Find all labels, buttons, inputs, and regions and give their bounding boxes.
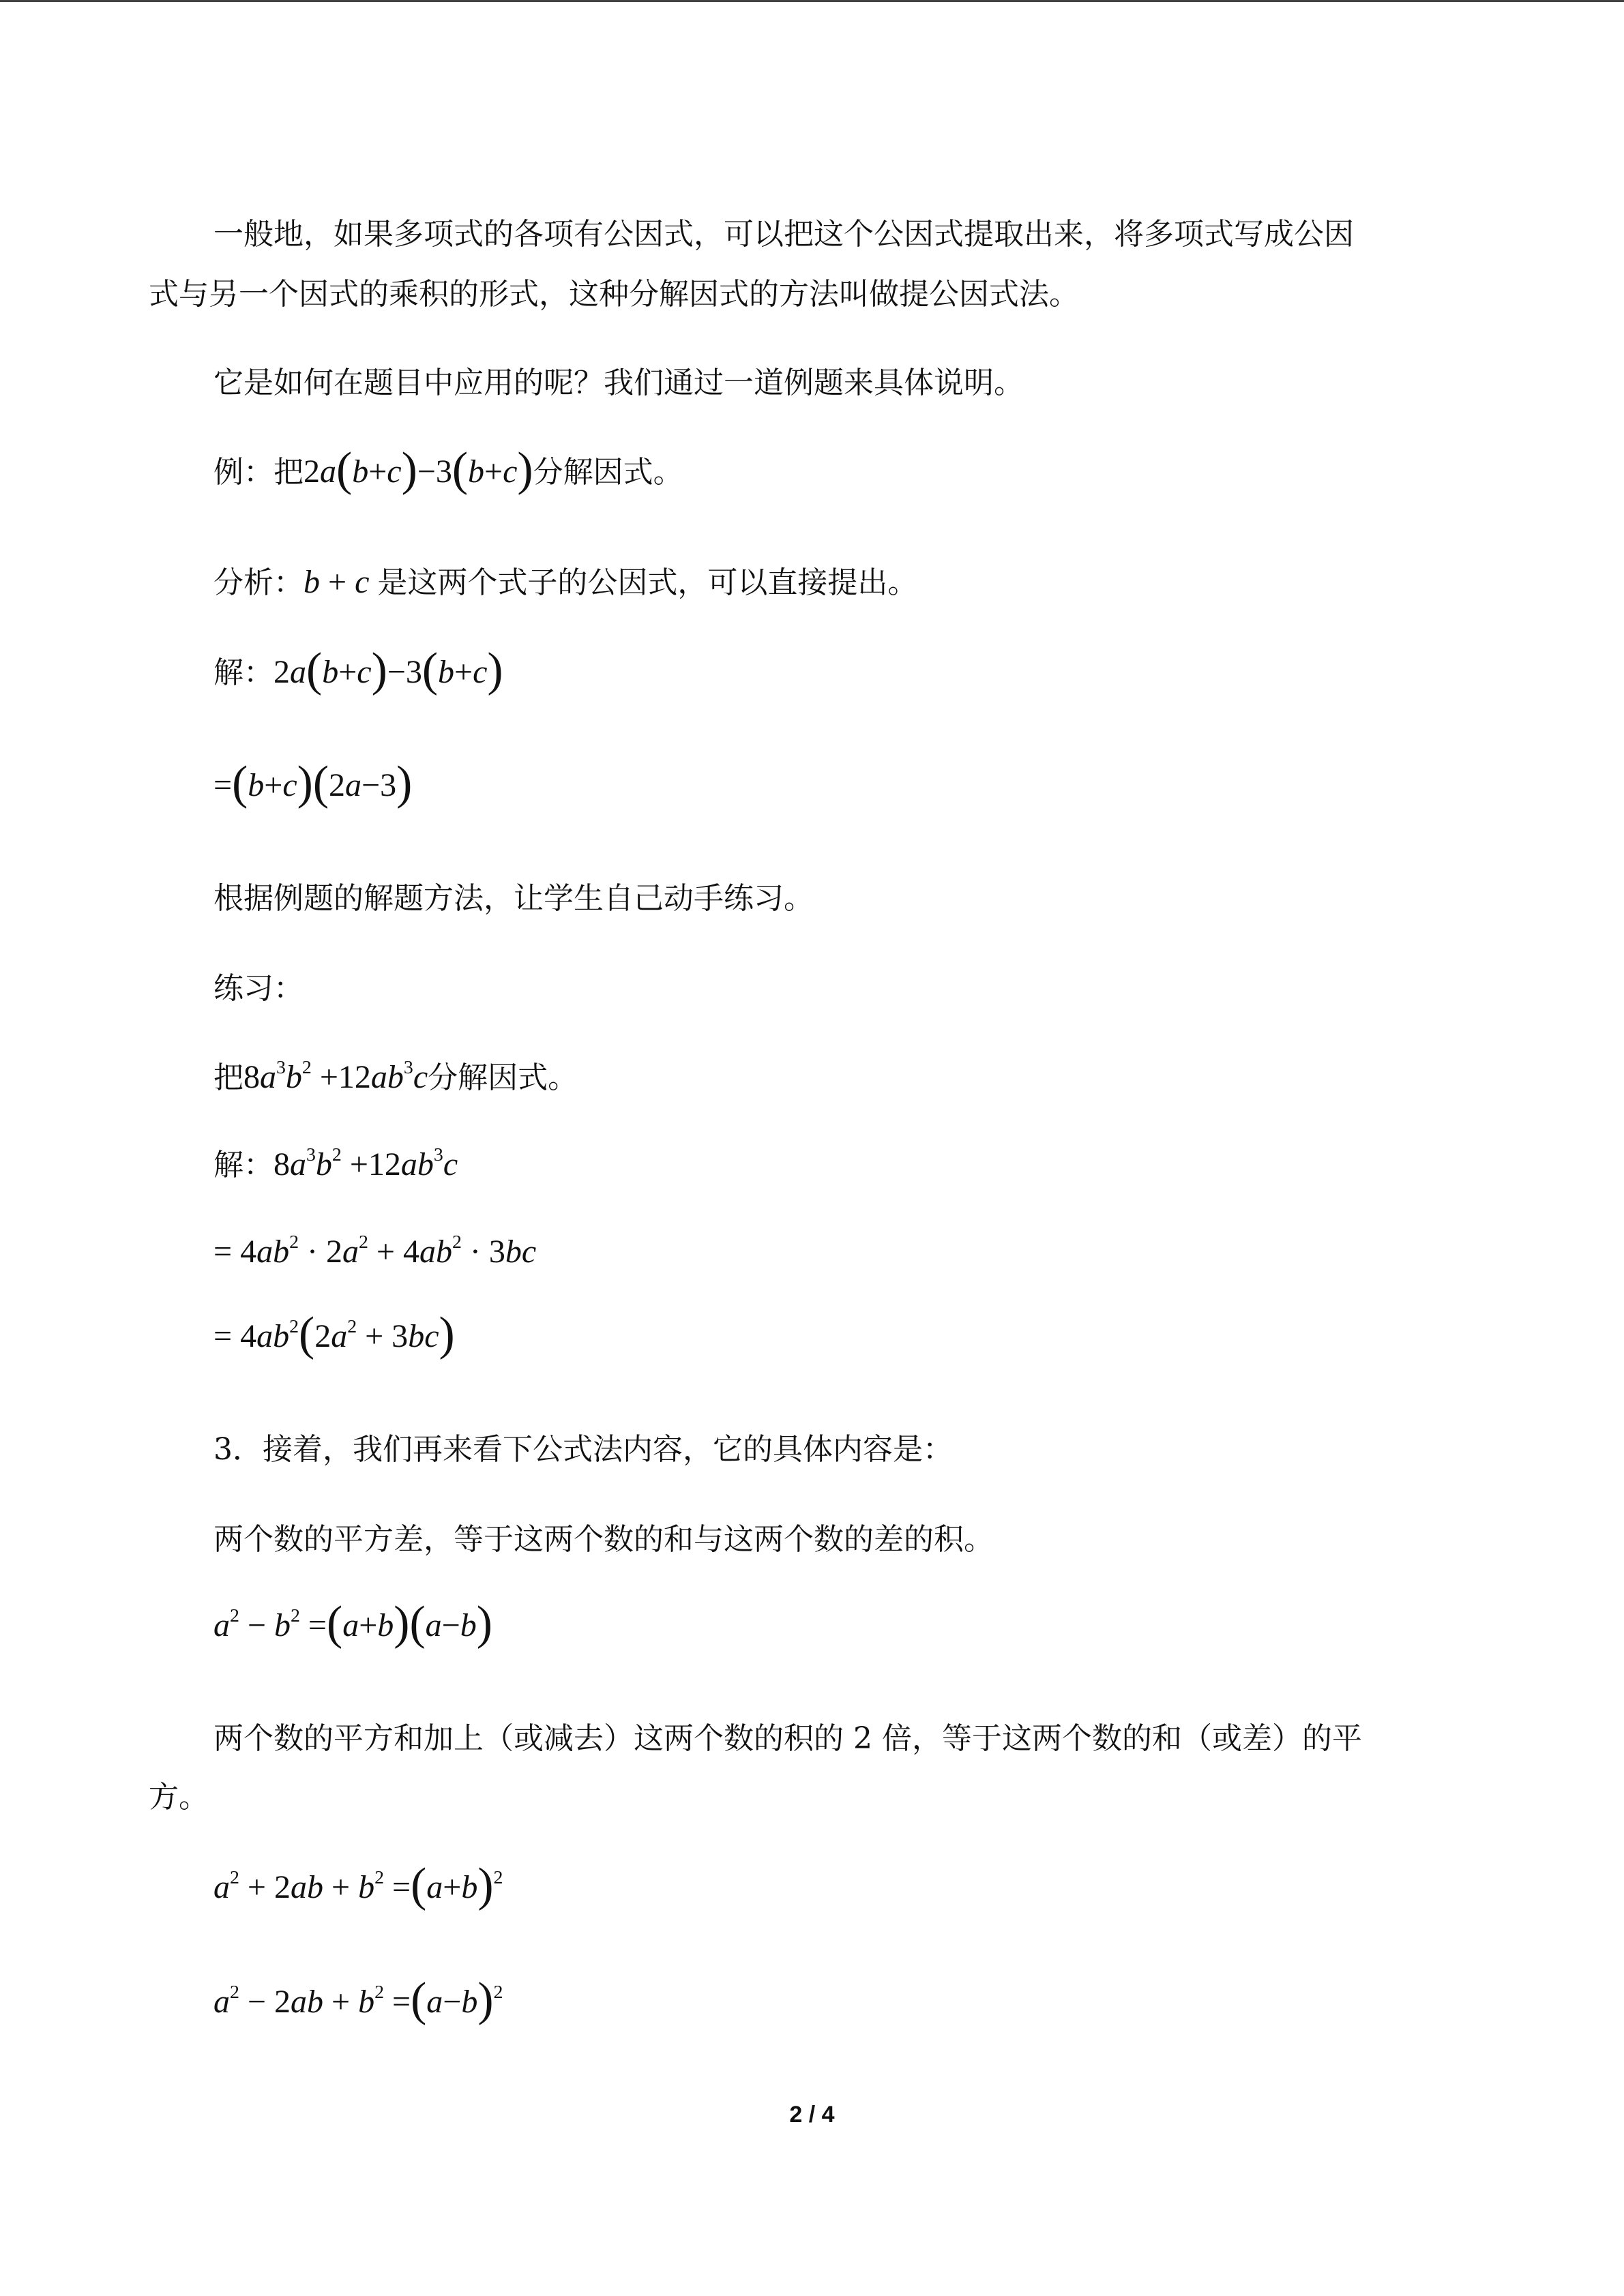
paragraph-line: 两个数的平方差，等于这两个数的和与这两个数的差的积。 bbox=[213, 1522, 994, 1557]
practice-solution-step bbox=[213, 1232, 537, 1270]
analysis-line bbox=[213, 566, 917, 599]
math-expression: $a^2 - b^2 =(a+b)(a-b)$ bbox=[213, 1597, 492, 1650]
solution-label: 解： bbox=[213, 1148, 274, 1182]
paragraph-line: 一般地，如果多项式的各项有公因式，可以把这个公因式提取出来，将多项式写成公因 bbox=[213, 217, 1354, 252]
paragraph-line: 根据例题的解题方法，让学生自己动手练习。 bbox=[213, 881, 814, 916]
math-expression: $a^2 + 2ab + b^2 =(a+b)^2$ bbox=[213, 1859, 503, 1912]
paragraph-line: 两个数的平方和加上（或减去）这两个数的积的 2 倍，等于这两个数的和（或差）的平 bbox=[213, 1721, 1362, 1756]
math-expression: 2a(b+c)−3(b+c) bbox=[274, 644, 503, 697]
formula-line bbox=[213, 1973, 503, 2027]
practice-label: 练习： bbox=[213, 971, 304, 1006]
analysis-prefix: 分析： bbox=[213, 565, 304, 600]
formula-line bbox=[213, 1597, 492, 1650]
solution-label: 解： bbox=[213, 655, 274, 690]
practice-solution-line bbox=[213, 1144, 458, 1182]
paragraph-line: 它是如何在题目中应用的呢？我们通过一道例题来具体说明。 bbox=[213, 366, 1024, 400]
example-line bbox=[213, 443, 683, 496]
paragraph-line: 方。 bbox=[149, 1780, 209, 1815]
math-expression: 2a(b+c)−3(b+c) bbox=[304, 443, 533, 496]
solution-line bbox=[213, 644, 503, 697]
practice-suffix: 分解因式。 bbox=[428, 1060, 578, 1095]
formula-line bbox=[213, 1859, 503, 1912]
example-prefix: 例：把 bbox=[213, 455, 304, 490]
practice-prefix: 把 bbox=[213, 1060, 243, 1095]
solution-step bbox=[213, 757, 413, 810]
page-number: 2 / 4 bbox=[789, 2102, 835, 2128]
math-expression: = $4ab^2(2a^2 + 3bc)$ bbox=[213, 1308, 455, 1361]
math-expression: $8a^3b^2 +12ab^3c$ bbox=[243, 1057, 428, 1095]
practice-solution-step bbox=[213, 1308, 455, 1361]
example-suffix: 分解因式。 bbox=[533, 455, 683, 490]
math-expression: =(b+c)(2a−3) bbox=[213, 757, 413, 810]
math-expression: $8a^3b^2 +12ab^3c$ bbox=[274, 1144, 458, 1182]
math-expression: b + c bbox=[304, 564, 370, 600]
practice-line bbox=[213, 1057, 578, 1095]
math-expression: = $4ab^2 \cdot 2a^2 + 4ab^2 \cdot 3bc$ bbox=[213, 1232, 537, 1270]
section-heading: 3．接着，我们再来看下公式法内容，它的具体内容是： bbox=[213, 1432, 953, 1467]
math-expression: $a^2 - 2ab + b^2 =(a-b)^2$ bbox=[213, 1973, 503, 2027]
analysis-suffix: 是这两个式子的公因式，可以直接提出。 bbox=[377, 565, 918, 600]
paragraph-line: 式与另一个因式的乘积的形式，这种分解因式的方法叫做提公因式法。 bbox=[149, 277, 1079, 312]
